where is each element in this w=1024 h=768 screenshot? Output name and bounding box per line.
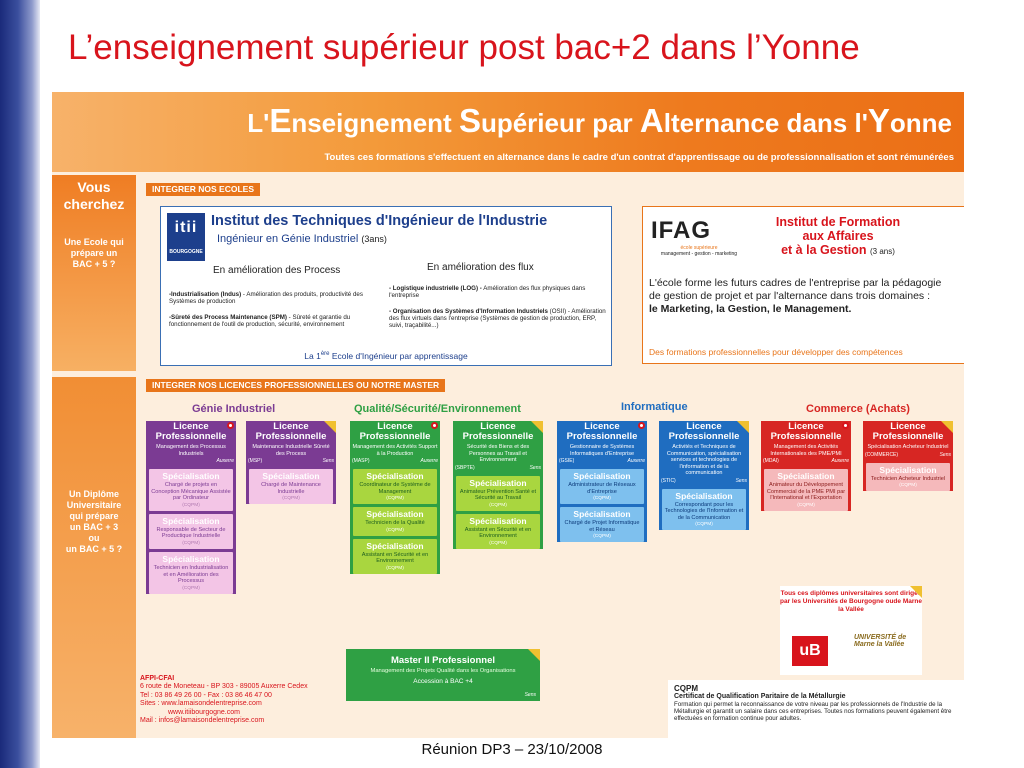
spec-cqpm: (CQPM) — [386, 527, 404, 533]
university-box: Tous ces diplômes universitaires sont dirigés par les Universités de Bourgogne oude Marne la Vallée uB UNIVERSITÉ de Marne la Vallée — [780, 586, 922, 675]
licence-place: Sens — [735, 477, 747, 484]
ifag-body: L'école forme les futurs cadres de l'entreprise par la pédagogie de gestion de projet et par l'alternance dans trois domaines : le Marketing, la Gestion, le Management. — [649, 277, 942, 315]
itii-col2: - Logistique industrielle (LOG) - Amélioration des flux physiques dans l'entreprise - Organisation des Systèmes d'Information Industriels (OSII) - Amélioration des flux virtuels dans l'entreprise (Systèmes de gestion de production, ERP, suivi, traçabilité...) — [389, 285, 606, 330]
spec-desc: Animateur Prévention Santé et Sécurité au Travail — [459, 488, 537, 502]
licence-title: Licence Professionnelle — [668, 421, 740, 442]
spec-cqpm: (CQPM) — [489, 502, 507, 508]
spec-cqpm: (CQPM) — [593, 534, 611, 540]
spec-desc: Coordinateur de Système de Management — [359, 482, 431, 495]
spec-desc: Correspondant pour les Technologies de l'Information et de la Communication — [664, 501, 744, 521]
cqpm-dot-icon — [227, 422, 234, 429]
spec-title: Spécialisation — [469, 515, 527, 526]
spec-cqpm: (CQPM) — [182, 502, 200, 508]
specialisation-box — [866, 463, 950, 492]
spec-title: Spécialisation — [162, 515, 220, 526]
star-icon — [324, 421, 336, 433]
spec-cqpm: (CQPM) — [386, 565, 404, 571]
specialisation-box — [149, 469, 233, 511]
star-icon — [941, 421, 953, 433]
cat-qualite: Qualité/Sécurité/Environnement — [354, 403, 521, 415]
star-icon — [737, 421, 749, 433]
spec-desc: Technicien Acheteur Industriel — [870, 475, 946, 482]
specialisation-box — [456, 514, 540, 549]
licence-card — [659, 421, 749, 530]
poster — [52, 92, 964, 738]
licence-card — [350, 421, 440, 574]
licence-card — [557, 421, 647, 542]
spec-title: Spécialisation — [162, 471, 220, 481]
cat-info: Informatique — [621, 401, 688, 413]
spec-cqpm: (CQPM) — [386, 496, 404, 502]
spec-cqpm: (CQPM) — [695, 522, 713, 528]
side-diplome-line: Un Diplôme — [68, 489, 119, 499]
cqpm-dot-icon — [638, 422, 645, 429]
spec-title: Spécialisation — [366, 471, 424, 481]
spec-cqpm: (CQPM) — [182, 585, 200, 591]
licence-code: (MASP) — [352, 458, 370, 464]
spec-title: Spécialisation — [777, 471, 835, 481]
licence-desc: Management des Activités Internationales des PME/PMI — [770, 444, 842, 457]
licence-title: Licence Professionnelle — [872, 421, 944, 442]
side-ecole-text: Une Ecole qui prépare un BAC + 5 ? — [64, 237, 124, 269]
side-cherchez: cherchez — [63, 196, 125, 212]
licence-card — [761, 421, 851, 511]
specialisation-box — [149, 514, 233, 549]
licence-title: Licence Professionnelle — [359, 421, 431, 442]
licence-code: (MDAI) — [763, 458, 779, 464]
spec-title: Spécialisation — [162, 553, 220, 564]
ifag-footer: Des formations professionnelles pour développer des compétences — [649, 347, 903, 357]
licence-card-header — [146, 421, 236, 466]
itii-col1: -Industrialisation (Indus) - Amélioration des produits, productivité des Systèmes de production -Sûreté des Process Maintenance (SPM) - Sûreté et garantie du fonctionnement de l'outil de production, sécurité, environnement — [169, 291, 363, 328]
itii-subtitle: Ingénieur en Génie Industriel (3ans) — [217, 233, 387, 245]
specialisation-box — [662, 489, 746, 531]
licence-card-header — [246, 421, 336, 466]
spec-desc: Technicien en Industrialisation et en Amélioration des Processus — [153, 564, 229, 585]
licence-title: Licence Professionnelle — [566, 421, 638, 442]
licence-card-header — [659, 421, 749, 486]
licence-place: Sens — [939, 451, 951, 458]
side-panel-diplome — [52, 377, 136, 738]
spec-title: Spécialisation — [366, 540, 424, 551]
licence-place: Auxerre — [831, 458, 849, 464]
side-diplome-line: ou — [88, 533, 100, 543]
specialisation-box — [560, 469, 644, 504]
spec-cqpm: (CQPM) — [593, 496, 611, 502]
tag-licences: INTEGRER NOS LICENCES PROFESSIONNELLES OU NOTRE MASTER — [146, 379, 445, 392]
licence-place: Auxerre — [420, 458, 438, 464]
ub-logo: uB — [792, 636, 828, 666]
cqpm-dot-icon — [842, 422, 849, 429]
licence-desc: Management des Processus Industriels — [156, 444, 226, 457]
licence-card — [453, 421, 543, 549]
cat-genie: Génie Industriel — [192, 403, 276, 415]
itii-footer: La 1ère Ecole d'Ingénieur par apprentissage — [304, 351, 468, 361]
spec-cqpm: (CQPM) — [489, 540, 507, 546]
licence-card-header — [350, 421, 440, 466]
licence-card — [146, 421, 236, 594]
licence-card-header — [453, 421, 543, 473]
specialisation-box — [249, 469, 333, 504]
licence-title: Licence Professionnelle — [462, 421, 534, 442]
specialisation-box — [149, 552, 233, 594]
side-diplome-line: un BAC + 3 — [69, 522, 119, 532]
ifag-title: Institut de Formation aux Affaires et à la Gestion (3 ans) — [775, 215, 901, 257]
licence-desc: Spécialisation Acheteur Industriel — [867, 444, 949, 450]
licence-desc: Activités et Techniques de Communication, spécialisation services et technologies de l'information et de la communication — [666, 444, 742, 476]
side-diplome-line: qui prépare — [69, 511, 119, 521]
spec-desc: Animateur du Développement Commercial de la PME PMI par l'International et l'Exportation — [766, 482, 846, 502]
licence-code: (STIC) — [661, 477, 676, 484]
itii-col2-head: En amélioration des flux — [427, 262, 534, 273]
licence-code: (GSIE) — [559, 458, 575, 464]
itii-title: Institut des Techniques d'Ingénieur de l'Industrie — [211, 213, 548, 229]
spec-desc: Chargé de projets en Conception Mécanique Assistée par Ordinateur — [151, 482, 231, 502]
licence-place: Sens — [322, 458, 334, 464]
licence-card — [863, 421, 953, 491]
star-icon — [531, 421, 543, 433]
spec-title: Spécialisation — [262, 471, 320, 481]
spec-desc: Assistant en Sécurité et en Environnement — [464, 526, 532, 540]
spec-title: Spécialisation — [469, 477, 527, 488]
side-panel-ecole — [52, 175, 136, 371]
licence-code: (SBPTE) — [455, 464, 475, 471]
specialisation-box — [764, 469, 848, 511]
slide-footer: Réunion DP3 – 23/10/2008 — [421, 741, 603, 758]
spec-cqpm: (CQPM) — [797, 502, 815, 508]
master-card: Master II Professionnel Management des Projets Qualité dans les Organisations Accession à BAC +4 Sens — [346, 649, 540, 701]
spec-desc: Chargé de Projet Informatique et Réseau — [564, 520, 640, 533]
afpi-contact: AFPI-CFAI 6 route de Moneteau - BP 303 - 89005 Auxerre Cedex Tel : 03 86 49 26 00 - Fax : 03 86 46 47 00 Sites : www.lamaisondelentreprise.com www.itiibourgogne.com Mail : infos@lamaisondelentreprise.com — [140, 675, 308, 725]
side-diplome-line: Universitaire — [66, 500, 122, 510]
specialisation-box — [456, 476, 540, 511]
spec-desc: Chargé de Maintenance Industrielle — [261, 482, 321, 495]
licence-title: Licence Professionnelle — [255, 421, 327, 442]
specialisation-box — [353, 539, 437, 574]
umv-logo: UNIVERSITÉ de Marne la Vallée — [854, 634, 907, 648]
licence-desc: Management des Activités Support à la Production — [352, 444, 438, 457]
licence-code: (MSP) — [248, 458, 263, 464]
spec-cqpm: (CQPM) — [282, 496, 300, 502]
itii-panel — [160, 206, 612, 366]
licence-card-header — [863, 421, 953, 460]
cqpm-box: CQPM Certificat de Qualification Paritaire de la Métallurgie Formation qui permet la reconnaissance de votre niveau par les professionnels de l'Industrie de la Métallurgie et garantit un salaire dans ces entreprises. Toutes nos formations peuvent également être effectuées en formation continue pour adultes. — [668, 680, 964, 738]
licence-desc: Sécurité des Biens et des Personnes au Travail et Environnement — [466, 444, 530, 463]
star-icon — [910, 586, 922, 598]
tag-ecoles: INTEGRER NOS ECOLES — [146, 183, 260, 196]
licence-title: Licence Professionnelle — [770, 421, 842, 442]
licence-title: Licence Professionnelle — [155, 421, 227, 442]
star-icon — [528, 649, 540, 661]
licence-place: Auxerre — [216, 458, 234, 464]
side-vous: Vous — [77, 179, 111, 195]
spec-title: Spécialisation — [573, 509, 631, 520]
spec-cqpm: (CQPM) — [182, 540, 200, 546]
licence-desc: Maintenance Industrielle Sûreté des Process — [252, 444, 330, 457]
itii-logo: itii BOURGOGNE — [167, 213, 205, 261]
spec-title: Spécialisation — [366, 509, 424, 520]
specialisation-box — [560, 507, 644, 542]
spec-cqpm: (CQPM) — [899, 483, 917, 489]
spec-desc: Administrateur de Réseaux d'Entreprise — [568, 482, 636, 495]
ifag-logo: IFAG école supérieure management - gestion - marketing — [651, 217, 738, 257]
slide-title: L’enseignement supérieur post bac+2 dans l’Yonne — [68, 28, 860, 67]
cat-commerce: Commerce (Achats) — [806, 403, 910, 415]
licence-desc: Gestionnaire de Systèmes Informatiques d'Entreprise — [569, 444, 635, 457]
specialisation-box — [353, 469, 437, 504]
licence-card — [246, 421, 336, 504]
ifag-panel — [642, 206, 964, 364]
banner-title: L'Enseignement Supérieur par Alternance dans l'Yonne — [247, 102, 952, 139]
itii-col1-head: En amélioration des Process — [213, 265, 341, 276]
licence-code: (COMMERCE) — [865, 451, 899, 458]
spec-title: Spécialisation — [675, 490, 733, 501]
spec-desc: Responsable de Secteur de Productique Industrielle — [156, 526, 226, 540]
left-decor-band — [0, 0, 40, 768]
licence-card-header — [557, 421, 647, 466]
spec-desc: Technicien de la Qualité — [365, 520, 425, 527]
cqpm-dot-icon — [431, 422, 438, 429]
licence-place: Sens — [529, 464, 541, 471]
spec-title: Spécialisation — [879, 464, 937, 475]
spec-title: Spécialisation — [573, 471, 631, 481]
side-diplome-line: un BAC + 5 ? — [65, 544, 123, 554]
licence-card-header — [761, 421, 851, 466]
banner-subtitle: Toutes ces formations s'effectuent en alternance dans le cadre d'un contrat d'apprentissage ou de professionnalisation et sont rémunérées — [324, 152, 954, 163]
poster-banner — [52, 92, 964, 172]
specialisation-box — [353, 507, 437, 536]
spec-desc: Assistant en Sécurité et en Environnement — [361, 551, 429, 565]
licence-place: Auxerre — [627, 458, 645, 464]
